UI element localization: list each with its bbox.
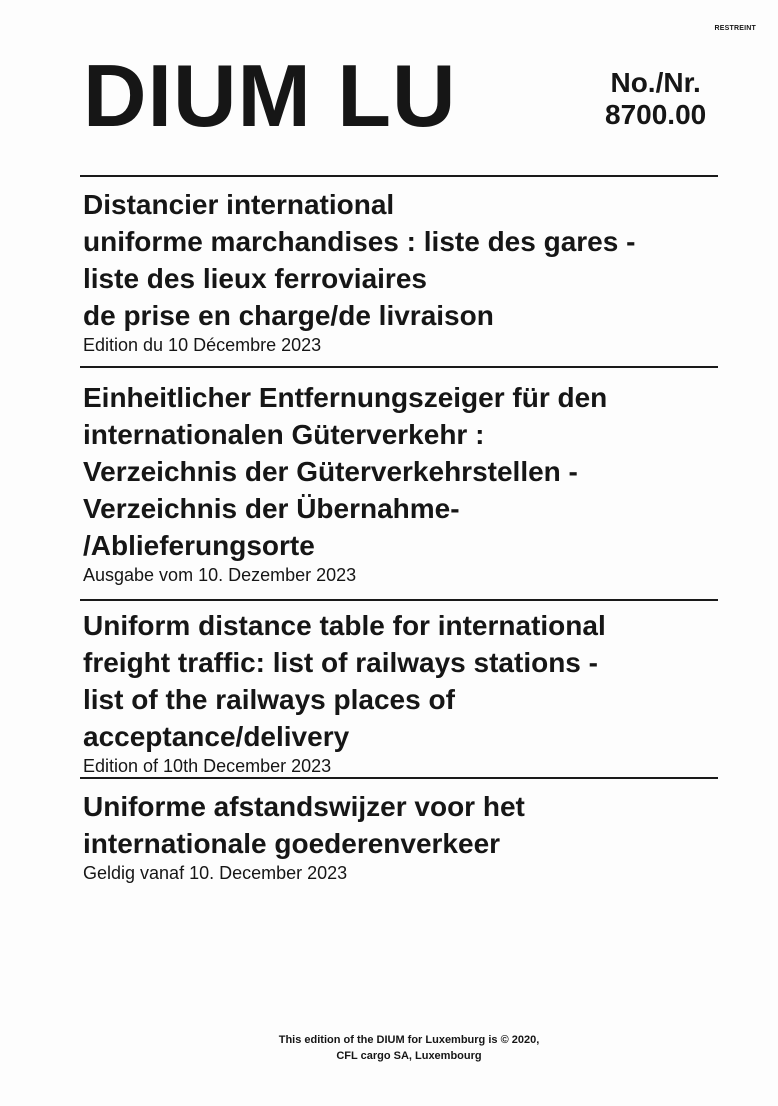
section-title xyxy=(83,607,723,755)
title-line: internationale goederenverkeer xyxy=(83,828,501,859)
title-line: Uniforme afstandswijzer voor het xyxy=(83,791,525,822)
section-german xyxy=(83,379,723,586)
section-english xyxy=(83,607,723,777)
section-title xyxy=(83,379,723,564)
main-title: DIUM LU xyxy=(83,46,457,145)
title-line: uniforme marchandises : liste des gares - xyxy=(83,226,636,257)
title-line: freight traffic: list of railways stations - xyxy=(83,647,598,678)
section-title xyxy=(83,788,723,862)
title-line: Distancier international xyxy=(83,189,395,220)
section-title xyxy=(83,186,723,334)
divider xyxy=(80,366,718,368)
title-line: list of the railways places of xyxy=(83,684,455,715)
edition-date: Edition of 10th December 2023 xyxy=(83,756,332,776)
title-line: liste des lieux ferroviaires xyxy=(83,263,427,294)
title-line: Einheitlicher Entfernungszeiger für den xyxy=(83,382,608,413)
edition-date: Edition du 10 Décembre 2023 xyxy=(83,335,322,355)
section-french xyxy=(83,186,723,356)
classification-mark: RESTREINT xyxy=(714,25,756,32)
title-line: de prise en charge/de livraison xyxy=(83,300,494,331)
copyright-line: CFL cargo SA, Luxembourg xyxy=(336,1050,482,1062)
title-line: Uniform distance table for international xyxy=(83,610,606,641)
title-line: acceptance/delivery xyxy=(83,721,350,752)
divider xyxy=(80,777,718,779)
section-dutch xyxy=(83,788,723,884)
edition-date: Geldig vanaf 10. December 2023 xyxy=(83,863,348,883)
edition-date: Ausgabe vom 10. Dezember 2023 xyxy=(83,565,357,585)
copyright-notice xyxy=(0,1032,778,1064)
copyright-line: This edition of the DIUM for Luxemburg is © 2020, xyxy=(278,1034,540,1046)
document-number-value: 8700.00 xyxy=(605,99,707,130)
divider xyxy=(80,599,718,601)
document-number xyxy=(605,67,706,131)
title-line: Verzeichnis der Übernahme- xyxy=(83,493,460,524)
divider xyxy=(80,175,718,177)
document-number-label: No./Nr. xyxy=(610,67,701,98)
title-line: /Ablieferungsorte xyxy=(83,530,315,561)
title-line: Verzeichnis der Güterverkehrstellen - xyxy=(83,456,578,487)
title-line: internationalen Güterverkehr : xyxy=(83,419,485,450)
